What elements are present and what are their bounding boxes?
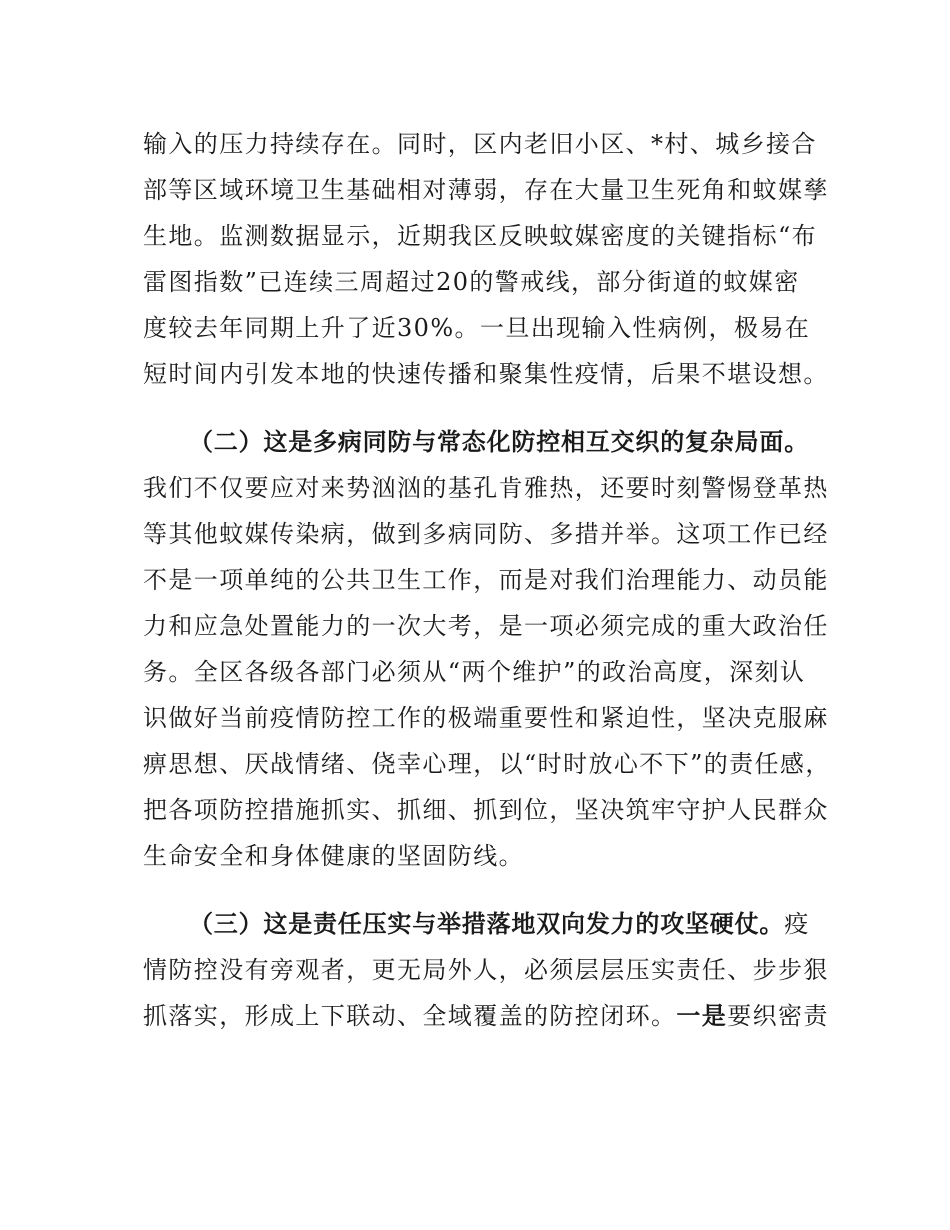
paragraph-1 bbox=[143, 121, 829, 397]
section-heading-line bbox=[143, 419, 813, 465]
text-segment: 抓落实，形成上下联动、全域覆盖的防控闭环。 bbox=[143, 1002, 677, 1030]
text-line: 度较去年同期上升了近30%。一旦出现输入性病例，极易在 bbox=[143, 314, 811, 342]
section-heading: （二）这是多病同防与常态化防控相互交织的复杂局面。 bbox=[189, 428, 809, 456]
text-line: 生命安全和身体健康的坚固防线。 bbox=[143, 842, 524, 870]
text-line: 识做好当前疫情防控工作的极端重要性和紧迫性，坚决克服麻 bbox=[143, 704, 829, 732]
text-line: 雷图指数”已连续三周超过20的警戒线，部分街道的蚊媒密 bbox=[143, 268, 800, 296]
section-heading-line bbox=[143, 901, 813, 947]
section-3 bbox=[143, 901, 829, 1039]
text-line: 输入的压力持续存在。同时，区内老旧小区、*村、城乡接合 bbox=[143, 130, 817, 158]
text-line-last bbox=[143, 993, 829, 1039]
text-line: 把各项防控措施抓实、抓细、抓到位，坚决筑牢守护人民群众 bbox=[143, 796, 829, 824]
paragraph-gap bbox=[143, 879, 813, 901]
text-line: 痹思想、厌战情绪、侥幸心理，以“时时放心不下”的责任感， bbox=[143, 750, 831, 778]
text-line: 部等区域环境卫生基础相对薄弱，存在大量卫生死角和蚊媒孳 bbox=[143, 176, 829, 204]
text-line: 务。全区各级各部门必须从“两个维护”的政治高度，深刻认 bbox=[143, 658, 806, 686]
text-line: 生地。监测数据显示，近期我区反映蚊媒密度的关键指标“布 bbox=[143, 222, 818, 250]
text-line: 不是一项单纯的公共卫生工作，而是对我们治理能力、动员能 bbox=[143, 566, 829, 594]
text-line: 力和应急处置能力的一次大考，是一项必须完成的重大政治任 bbox=[143, 612, 829, 640]
section-heading: （三）这是责任压实与举措落地双向发力的攻坚硬仗。 bbox=[189, 910, 785, 938]
heading-tail-text: 疫 bbox=[784, 910, 810, 938]
bold-phrase: 一是 bbox=[676, 1002, 728, 1030]
document-body bbox=[143, 121, 831, 1039]
text-line: 我们不仅要应对来势汹汹的基孔肯雅热，还要时刻警惕登革热 bbox=[143, 474, 829, 502]
text-line: 短时间内引发本地的快速传播和聚集性疫情，后果不堪设想。 bbox=[143, 360, 829, 388]
paragraph-gap bbox=[143, 397, 813, 419]
section-2 bbox=[143, 419, 831, 879]
text-line: 等其他蚊媒传染病，做到多病同防、多措并举。这项工作已经 bbox=[143, 520, 829, 548]
text-segment: 要织密责 bbox=[727, 1002, 829, 1030]
text-line: 情防控没有旁观者，更无局外人，必须层层压实责任、步步狠 bbox=[143, 956, 829, 984]
